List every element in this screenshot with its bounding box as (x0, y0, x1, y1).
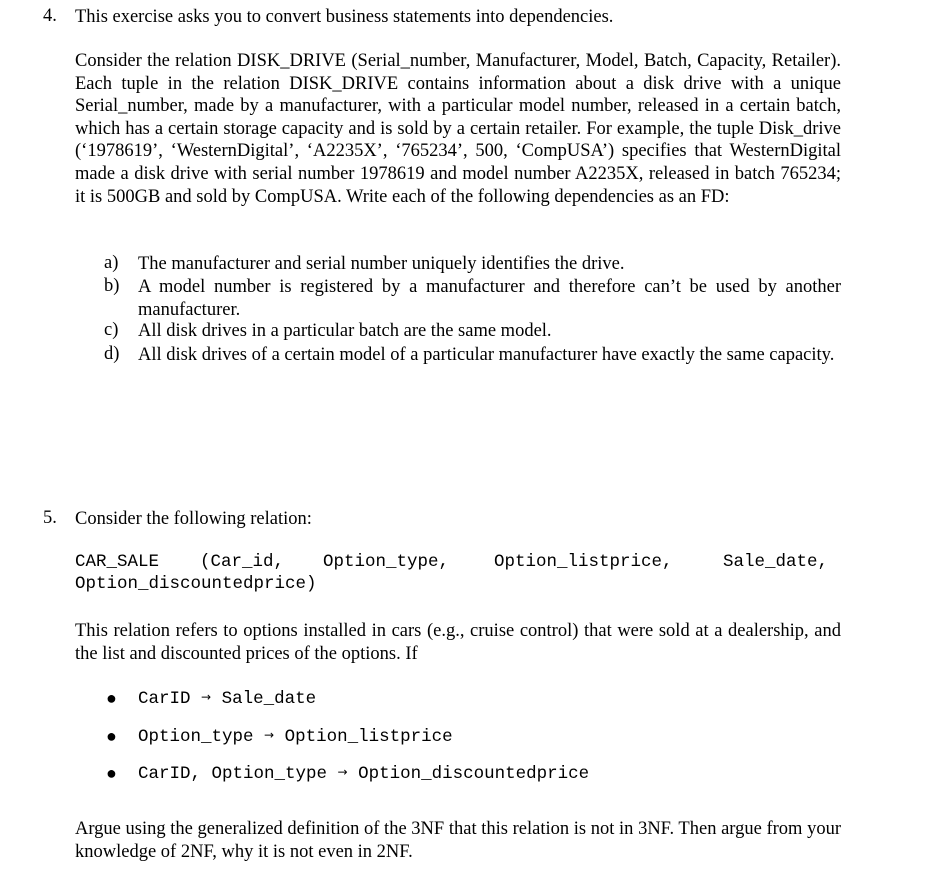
relation-attr: Option_discountedprice) (75, 574, 317, 594)
bullet-icon: ● (106, 688, 117, 708)
relation-attr: Option_type, (323, 552, 450, 572)
fd-rhs: Option_discountedprice (358, 764, 590, 784)
q4-item-label: a) (104, 253, 119, 273)
q4-paragraph: Consider the relation DISK_DRIVE (Serial_number, Manufacturer, Model, Batch, Capacity, Retailer). Each tuple in the relation DISK_DRIVE contains information about a disk drive with a unique Serial_number, made by a manufacturer, with a particular model number, released in a certain batch, which has a certain storage capacity and is sold by a certain retailer. For example, the tuple Disk_drive (‘1978619’, ‘WesternDigital’, ‘A2235X’, ‘765234’, 500, ‘CompUSA’) specifies that WesternDigital made a disk drive with serial number 1978619 and model number A2235X, released in batch 765234; it is 500GB and sold by CompUSA. Write each of the following dependencies as an FD: (75, 51, 841, 207)
relation-attr: Option_listprice, (494, 552, 673, 572)
arrow-icon: → (201, 690, 212, 704)
relation-attr: Sale_date, (723, 552, 829, 572)
q4-item-label: d) (104, 344, 120, 364)
q4-number: 4. (43, 6, 57, 26)
q5-closing: Argue using the generalized definition of the 3NF that this relation is not in 3NF. Then argue from your knowledge of 2NF, why it is not even in 2NF. (75, 819, 841, 862)
q5-number: 5. (43, 508, 57, 528)
arrow-icon: → (337, 765, 348, 779)
q4-title: This exercise asks you to convert business statements into dependencies. (75, 7, 614, 27)
fd-text (138, 727, 453, 747)
fd-lhs: CarID (138, 689, 191, 709)
bullet-icon: ● (106, 763, 117, 783)
fd-rhs: Sale_date (221, 689, 317, 709)
fd-text (138, 764, 589, 784)
fd-lhs: Option_type (138, 727, 254, 747)
q4-item-label: c) (104, 320, 119, 340)
q4-item-text: The manufacturer and serial number uniquely identifies the drive. (138, 254, 625, 274)
q5-title: Consider the following relation: (75, 509, 312, 529)
q4-item-text: All disk drives in a particular batch are the same model. (138, 321, 552, 341)
fd-rhs: Option_listprice (284, 727, 453, 747)
q4-item-text: A model number is registered by a manufacturer and therefore can’t be used by another manufacturer. (138, 277, 841, 320)
relation-name: CAR_SALE (75, 552, 160, 572)
relation-attr: (Car_id, (200, 552, 285, 572)
q4-item-label: b) (104, 276, 120, 296)
fd-lhs: CarID, Option_type (138, 764, 328, 784)
q5-paragraph: This relation refers to options installed in cars (e.g., cruise control) that were sold at a dealership, and the list and discounted prices of the options. If (75, 621, 841, 664)
arrow-icon: → (264, 728, 275, 742)
fd-text (138, 689, 316, 709)
q4-item-text: All disk drives of a certain model of a particular manufacturer have exactly the same capacity. (138, 345, 835, 365)
bullet-icon: ● (106, 726, 117, 746)
